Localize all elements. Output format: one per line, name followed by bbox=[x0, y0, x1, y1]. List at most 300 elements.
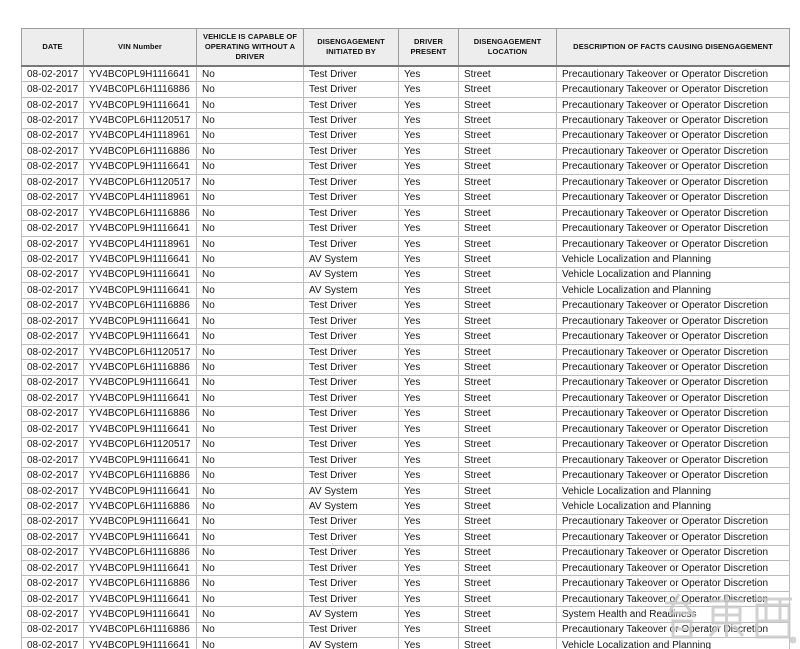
table-row bbox=[22, 252, 790, 267]
column-header-initiated-by: DISENGAGEMENT INITIATED BY bbox=[304, 29, 399, 67]
cell-description: Precautionary Takeover or Operator Discretion bbox=[557, 66, 790, 82]
cell-location: Street bbox=[459, 190, 557, 205]
cell-vin: YV4BC0PL6H1116886 bbox=[84, 360, 197, 375]
table-row bbox=[22, 437, 790, 452]
cell-initiated_by: Test Driver bbox=[304, 236, 399, 251]
cell-driver_present: Yes bbox=[399, 360, 459, 375]
cell-capable_without_driver: No bbox=[197, 314, 304, 329]
table-row bbox=[22, 159, 790, 174]
cell-vin: YV4BC0PL6H1116886 bbox=[84, 545, 197, 560]
cell-driver_present: Yes bbox=[399, 144, 459, 159]
cell-location: Street bbox=[459, 499, 557, 514]
cell-location: Street bbox=[459, 128, 557, 143]
cell-date: 08-02-2017 bbox=[22, 437, 84, 452]
cell-description: Precautionary Takeover or Operator Discretion bbox=[557, 298, 790, 313]
cell-date: 08-02-2017 bbox=[22, 82, 84, 97]
cell-location: Street bbox=[459, 514, 557, 529]
cell-location: Street bbox=[459, 82, 557, 97]
table-row bbox=[22, 205, 790, 220]
table-row bbox=[22, 391, 790, 406]
cell-date: 08-02-2017 bbox=[22, 452, 84, 467]
table-row bbox=[22, 175, 790, 190]
column-header-description: DESCRIPTION OF FACTS CAUSING DISENGAGEMENT bbox=[557, 29, 790, 67]
cell-initiated_by: Test Driver bbox=[304, 391, 399, 406]
cell-location: Street bbox=[459, 530, 557, 545]
cell-description: Precautionary Takeover or Operator Discretion bbox=[557, 530, 790, 545]
cell-initiated_by: Test Driver bbox=[304, 190, 399, 205]
table-row bbox=[22, 545, 790, 560]
cell-date: 08-02-2017 bbox=[22, 252, 84, 267]
cell-driver_present: Yes bbox=[399, 514, 459, 529]
cell-date: 08-02-2017 bbox=[22, 159, 84, 174]
cell-date: 08-02-2017 bbox=[22, 175, 84, 190]
cell-driver_present: Yes bbox=[399, 159, 459, 174]
column-header-vin: VIN Number bbox=[84, 29, 197, 67]
cell-location: Street bbox=[459, 314, 557, 329]
cell-driver_present: Yes bbox=[399, 545, 459, 560]
cell-vin: YV4BC0PL9H1116641 bbox=[84, 638, 197, 649]
cell-driver_present: Yes bbox=[399, 66, 459, 82]
cell-description: Precautionary Takeover or Operator Discretion bbox=[557, 190, 790, 205]
cell-location: Street bbox=[459, 360, 557, 375]
cell-vin: YV4BC0PL9H1116641 bbox=[84, 422, 197, 437]
cell-date: 08-02-2017 bbox=[22, 545, 84, 560]
cell-date: 08-02-2017 bbox=[22, 205, 84, 220]
cell-description: Precautionary Takeover or Operator Discretion bbox=[557, 159, 790, 174]
cell-location: Street bbox=[459, 329, 557, 344]
cell-description: Vehicle Localization and Planning bbox=[557, 638, 790, 649]
cell-vin: YV4BC0PL6H1116886 bbox=[84, 298, 197, 313]
cell-vin: YV4BC0PL6H1116886 bbox=[84, 499, 197, 514]
cell-driver_present: Yes bbox=[399, 298, 459, 313]
cell-vin: YV4BC0PL9H1116641 bbox=[84, 514, 197, 529]
cell-vin: YV4BC0PL9H1116641 bbox=[84, 66, 197, 82]
cell-description: Precautionary Takeover or Operator Discretion bbox=[557, 175, 790, 190]
cell-description: Precautionary Takeover or Operator Discretion bbox=[557, 391, 790, 406]
cell-vin: YV4BC0PL6H1120517 bbox=[84, 175, 197, 190]
cell-description: Precautionary Takeover or Operator Discretion bbox=[557, 452, 790, 467]
cell-description: Precautionary Takeover or Operator Discretion bbox=[557, 514, 790, 529]
cell-vin: YV4BC0PL9H1116641 bbox=[84, 530, 197, 545]
cell-driver_present: Yes bbox=[399, 252, 459, 267]
cell-location: Street bbox=[459, 298, 557, 313]
cell-driver_present: Yes bbox=[399, 82, 459, 97]
cell-vin: YV4BC0PL6H1116886 bbox=[84, 576, 197, 591]
table-row bbox=[22, 422, 790, 437]
cell-driver_present: Yes bbox=[399, 437, 459, 452]
cell-vin: YV4BC0PL9H1116641 bbox=[84, 252, 197, 267]
cell-initiated_by: Test Driver bbox=[304, 113, 399, 128]
cell-initiated_by: Test Driver bbox=[304, 314, 399, 329]
cell-capable_without_driver: No bbox=[197, 66, 304, 82]
cell-capable_without_driver: No bbox=[197, 422, 304, 437]
cell-date: 08-02-2017 bbox=[22, 514, 84, 529]
cell-driver_present: Yes bbox=[399, 205, 459, 220]
cell-driver_present: Yes bbox=[399, 344, 459, 359]
cell-date: 08-02-2017 bbox=[22, 329, 84, 344]
cell-initiated_by: Test Driver bbox=[304, 406, 399, 421]
table-row bbox=[22, 375, 790, 390]
cell-capable_without_driver: No bbox=[197, 375, 304, 390]
cell-location: Street bbox=[459, 66, 557, 82]
cell-driver_present: Yes bbox=[399, 283, 459, 298]
cell-capable_without_driver: No bbox=[197, 530, 304, 545]
cell-location: Street bbox=[459, 236, 557, 251]
cell-initiated_by: Test Driver bbox=[304, 422, 399, 437]
cell-date: 08-02-2017 bbox=[22, 406, 84, 421]
cell-capable_without_driver: No bbox=[197, 175, 304, 190]
table-row bbox=[22, 591, 790, 606]
cell-capable_without_driver: No bbox=[197, 113, 304, 128]
cell-initiated_by: Test Driver bbox=[304, 344, 399, 359]
cell-initiated_by: Test Driver bbox=[304, 144, 399, 159]
cell-capable_without_driver: No bbox=[197, 128, 304, 143]
table-row bbox=[22, 576, 790, 591]
cell-driver_present: Yes bbox=[399, 530, 459, 545]
table-row bbox=[22, 483, 790, 498]
cell-date: 08-02-2017 bbox=[22, 638, 84, 649]
cell-description: Precautionary Takeover or Operator Discretion bbox=[557, 422, 790, 437]
cell-vin: YV4BC0PL6H1116886 bbox=[84, 622, 197, 637]
cell-description: Precautionary Takeover or Operator Discretion bbox=[557, 375, 790, 390]
cell-initiated_by: AV System bbox=[304, 483, 399, 498]
cell-driver_present: Yes bbox=[399, 468, 459, 483]
cell-driver_present: Yes bbox=[399, 391, 459, 406]
cell-initiated_by: Test Driver bbox=[304, 591, 399, 606]
table-row bbox=[22, 360, 790, 375]
cell-driver_present: Yes bbox=[399, 591, 459, 606]
table-row bbox=[22, 66, 790, 82]
cell-capable_without_driver: No bbox=[197, 499, 304, 514]
cell-capable_without_driver: No bbox=[197, 622, 304, 637]
cell-capable_without_driver: No bbox=[197, 344, 304, 359]
cell-initiated_by: Test Driver bbox=[304, 622, 399, 637]
cell-initiated_by: Test Driver bbox=[304, 175, 399, 190]
cell-capable_without_driver: No bbox=[197, 97, 304, 112]
cell-driver_present: Yes bbox=[399, 375, 459, 390]
cell-initiated_by: Test Driver bbox=[304, 530, 399, 545]
cell-capable_without_driver: No bbox=[197, 283, 304, 298]
cell-description: Vehicle Localization and Planning bbox=[557, 483, 790, 498]
cell-location: Street bbox=[459, 391, 557, 406]
cell-initiated_by: Test Driver bbox=[304, 576, 399, 591]
cell-date: 08-02-2017 bbox=[22, 375, 84, 390]
cell-date: 08-02-2017 bbox=[22, 622, 84, 637]
cell-initiated_by: Test Driver bbox=[304, 221, 399, 236]
cell-initiated_by: Test Driver bbox=[304, 437, 399, 452]
cell-initiated_by: Test Driver bbox=[304, 66, 399, 82]
cell-capable_without_driver: No bbox=[197, 591, 304, 606]
cell-description: Precautionary Takeover or Operator Discretion bbox=[557, 344, 790, 359]
table-row bbox=[22, 267, 790, 282]
cell-capable_without_driver: No bbox=[197, 576, 304, 591]
cell-description: Precautionary Takeover or Operator Discretion bbox=[557, 329, 790, 344]
cell-description: Precautionary Takeover or Operator Discretion bbox=[557, 360, 790, 375]
cell-date: 08-02-2017 bbox=[22, 391, 84, 406]
cell-description: Precautionary Takeover or Operator Discretion bbox=[557, 561, 790, 576]
cell-location: Street bbox=[459, 638, 557, 649]
column-header-location: DISENGAGEMENT LOCATION bbox=[459, 29, 557, 67]
cell-initiated_by: Test Driver bbox=[304, 97, 399, 112]
cell-driver_present: Yes bbox=[399, 221, 459, 236]
cell-initiated_by: Test Driver bbox=[304, 452, 399, 467]
cell-vin: YV4BC0PL6H1116886 bbox=[84, 205, 197, 220]
cell-driver_present: Yes bbox=[399, 329, 459, 344]
cell-initiated_by: Test Driver bbox=[304, 514, 399, 529]
cell-capable_without_driver: No bbox=[197, 638, 304, 649]
table-row bbox=[22, 221, 790, 236]
cell-date: 08-02-2017 bbox=[22, 591, 84, 606]
cell-date: 08-02-2017 bbox=[22, 267, 84, 282]
disengagement-table bbox=[21, 28, 790, 649]
cell-initiated_by: Test Driver bbox=[304, 375, 399, 390]
table-row bbox=[22, 298, 790, 313]
cell-initiated_by: Test Driver bbox=[304, 468, 399, 483]
cell-initiated_by: Test Driver bbox=[304, 205, 399, 220]
cell-location: Street bbox=[459, 406, 557, 421]
cell-initiated_by: AV System bbox=[304, 252, 399, 267]
cell-vin: YV4BC0PL9H1116641 bbox=[84, 329, 197, 344]
cell-date: 08-02-2017 bbox=[22, 576, 84, 591]
cell-description: Precautionary Takeover or Operator Discretion bbox=[557, 545, 790, 560]
cell-date: 08-02-2017 bbox=[22, 468, 84, 483]
cell-capable_without_driver: No bbox=[197, 190, 304, 205]
cell-date: 08-02-2017 bbox=[22, 499, 84, 514]
cell-location: Street bbox=[459, 483, 557, 498]
table-row bbox=[22, 329, 790, 344]
cell-capable_without_driver: No bbox=[197, 406, 304, 421]
cell-description: Precautionary Takeover or Operator Discretion bbox=[557, 576, 790, 591]
cell-capable_without_driver: No bbox=[197, 514, 304, 529]
cell-date: 08-02-2017 bbox=[22, 128, 84, 143]
cell-date: 08-02-2017 bbox=[22, 483, 84, 498]
cell-date: 08-02-2017 bbox=[22, 144, 84, 159]
cell-vin: YV4BC0PL9H1116641 bbox=[84, 221, 197, 236]
cell-date: 08-02-2017 bbox=[22, 221, 84, 236]
cell-initiated_by: Test Driver bbox=[304, 545, 399, 560]
cell-vin: YV4BC0PL6H1120517 bbox=[84, 344, 197, 359]
column-header-date: DATE bbox=[22, 29, 84, 67]
cell-driver_present: Yes bbox=[399, 576, 459, 591]
cell-initiated_by: Test Driver bbox=[304, 329, 399, 344]
table-row bbox=[22, 97, 790, 112]
cell-capable_without_driver: No bbox=[197, 437, 304, 452]
table-row bbox=[22, 468, 790, 483]
cell-description: Precautionary Takeover or Operator Discretion bbox=[557, 622, 790, 637]
cell-location: Street bbox=[459, 267, 557, 282]
cell-location: Street bbox=[459, 545, 557, 560]
cell-driver_present: Yes bbox=[399, 499, 459, 514]
cell-driver_present: Yes bbox=[399, 314, 459, 329]
table-row bbox=[22, 452, 790, 467]
cell-description: Precautionary Takeover or Operator Discretion bbox=[557, 144, 790, 159]
cell-description: Precautionary Takeover or Operator Discretion bbox=[557, 128, 790, 143]
cell-location: Street bbox=[459, 375, 557, 390]
cell-driver_present: Yes bbox=[399, 638, 459, 649]
cell-description: Precautionary Takeover or Operator Discretion bbox=[557, 591, 790, 606]
cell-initiated_by: Test Driver bbox=[304, 561, 399, 576]
cell-capable_without_driver: No bbox=[197, 221, 304, 236]
cell-capable_without_driver: No bbox=[197, 561, 304, 576]
table-row bbox=[22, 344, 790, 359]
cell-driver_present: Yes bbox=[399, 406, 459, 421]
cell-location: Street bbox=[459, 344, 557, 359]
cell-vin: YV4BC0PL9H1116641 bbox=[84, 97, 197, 112]
cell-location: Street bbox=[459, 205, 557, 220]
cell-capable_without_driver: No bbox=[197, 298, 304, 313]
cell-initiated_by: Test Driver bbox=[304, 159, 399, 174]
column-header-driver-present: DRIVER PRESENT bbox=[399, 29, 459, 67]
cell-date: 08-02-2017 bbox=[22, 298, 84, 313]
cell-date: 08-02-2017 bbox=[22, 97, 84, 112]
cell-vin: YV4BC0PL9H1116641 bbox=[84, 283, 197, 298]
cell-location: Street bbox=[459, 144, 557, 159]
cell-initiated_by: Test Driver bbox=[304, 360, 399, 375]
cell-capable_without_driver: No bbox=[197, 159, 304, 174]
cell-location: Street bbox=[459, 452, 557, 467]
cell-capable_without_driver: No bbox=[197, 205, 304, 220]
cell-description: Precautionary Takeover or Operator Discretion bbox=[557, 437, 790, 452]
cell-driver_present: Yes bbox=[399, 452, 459, 467]
cell-vin: YV4BC0PL4H1118961 bbox=[84, 190, 197, 205]
cell-description: Precautionary Takeover or Operator Discretion bbox=[557, 221, 790, 236]
column-header-capable-without-driver: VEHICLE IS CAPABLE OF OPERATING WITHOUT A DRIVER bbox=[197, 29, 304, 67]
table-row bbox=[22, 561, 790, 576]
cell-vin: YV4BC0PL9H1116641 bbox=[84, 375, 197, 390]
cell-description: Vehicle Localization and Planning bbox=[557, 267, 790, 282]
cell-vin: YV4BC0PL4H1118961 bbox=[84, 128, 197, 143]
cell-description: Precautionary Takeover or Operator Discretion bbox=[557, 205, 790, 220]
cell-location: Street bbox=[459, 221, 557, 236]
cell-description: Precautionary Takeover or Operator Discretion bbox=[557, 97, 790, 112]
watermark-dot bbox=[791, 638, 795, 642]
cell-capable_without_driver: No bbox=[197, 267, 304, 282]
cell-location: Street bbox=[459, 561, 557, 576]
cell-date: 08-02-2017 bbox=[22, 236, 84, 251]
cell-location: Street bbox=[459, 622, 557, 637]
table-row bbox=[22, 530, 790, 545]
table-row bbox=[22, 622, 790, 637]
cell-vin: YV4BC0PL9H1116641 bbox=[84, 591, 197, 606]
cell-vin: YV4BC0PL6H1120517 bbox=[84, 113, 197, 128]
cell-location: Street bbox=[459, 252, 557, 267]
cell-vin: YV4BC0PL6H1120517 bbox=[84, 437, 197, 452]
cell-initiated_by: AV System bbox=[304, 267, 399, 282]
cell-description: Vehicle Localization and Planning bbox=[557, 252, 790, 267]
cell-date: 08-02-2017 bbox=[22, 66, 84, 82]
table-row bbox=[22, 499, 790, 514]
cell-driver_present: Yes bbox=[399, 607, 459, 622]
cell-location: Street bbox=[459, 283, 557, 298]
cell-driver_present: Yes bbox=[399, 236, 459, 251]
cell-capable_without_driver: No bbox=[197, 452, 304, 467]
cell-driver_present: Yes bbox=[399, 97, 459, 112]
cell-vin: YV4BC0PL9H1116641 bbox=[84, 267, 197, 282]
cell-date: 08-02-2017 bbox=[22, 190, 84, 205]
cell-capable_without_driver: No bbox=[197, 329, 304, 344]
cell-initiated_by: AV System bbox=[304, 607, 399, 622]
cell-location: Street bbox=[459, 422, 557, 437]
cell-driver_present: Yes bbox=[399, 622, 459, 637]
table-row bbox=[22, 144, 790, 159]
cell-driver_present: Yes bbox=[399, 175, 459, 190]
cell-date: 08-02-2017 bbox=[22, 344, 84, 359]
table-header bbox=[22, 29, 790, 67]
cell-location: Street bbox=[459, 468, 557, 483]
header-row bbox=[22, 29, 790, 67]
cell-initiated_by: Test Driver bbox=[304, 298, 399, 313]
cell-capable_without_driver: No bbox=[197, 391, 304, 406]
cell-date: 08-02-2017 bbox=[22, 360, 84, 375]
table-row bbox=[22, 314, 790, 329]
table-row bbox=[22, 406, 790, 421]
table-row bbox=[22, 514, 790, 529]
cell-date: 08-02-2017 bbox=[22, 283, 84, 298]
cell-driver_present: Yes bbox=[399, 113, 459, 128]
cell-description: Precautionary Takeover or Operator Discretion bbox=[557, 82, 790, 97]
table-row bbox=[22, 638, 790, 649]
cell-initiated_by: AV System bbox=[304, 283, 399, 298]
table-row bbox=[22, 283, 790, 298]
cell-driver_present: Yes bbox=[399, 267, 459, 282]
cell-date: 08-02-2017 bbox=[22, 561, 84, 576]
cell-date: 08-02-2017 bbox=[22, 314, 84, 329]
table-row bbox=[22, 82, 790, 97]
cell-description: Precautionary Takeover or Operator Discretion bbox=[557, 236, 790, 251]
cell-location: Street bbox=[459, 113, 557, 128]
cell-driver_present: Yes bbox=[399, 483, 459, 498]
table-row bbox=[22, 128, 790, 143]
cell-description: Vehicle Localization and Planning bbox=[557, 499, 790, 514]
cell-capable_without_driver: No bbox=[197, 360, 304, 375]
cell-date: 08-02-2017 bbox=[22, 530, 84, 545]
cell-capable_without_driver: No bbox=[197, 607, 304, 622]
cell-capable_without_driver: No bbox=[197, 144, 304, 159]
table-row bbox=[22, 190, 790, 205]
cell-capable_without_driver: No bbox=[197, 468, 304, 483]
cell-capable_without_driver: No bbox=[197, 82, 304, 97]
cell-vin: YV4BC0PL6H1116886 bbox=[84, 406, 197, 421]
cell-driver_present: Yes bbox=[399, 561, 459, 576]
cell-initiated_by: Test Driver bbox=[304, 128, 399, 143]
table-row bbox=[22, 607, 790, 622]
cell-vin: YV4BC0PL9H1116641 bbox=[84, 159, 197, 174]
cell-driver_present: Yes bbox=[399, 190, 459, 205]
table-body bbox=[22, 66, 790, 649]
cell-location: Street bbox=[459, 607, 557, 622]
cell-description: Vehicle Localization and Planning bbox=[557, 283, 790, 298]
cell-vin: YV4BC0PL4H1118961 bbox=[84, 236, 197, 251]
cell-vin: YV4BC0PL6H1116886 bbox=[84, 82, 197, 97]
cell-date: 08-02-2017 bbox=[22, 113, 84, 128]
cell-capable_without_driver: No bbox=[197, 236, 304, 251]
table-row bbox=[22, 113, 790, 128]
cell-capable_without_driver: No bbox=[197, 252, 304, 267]
cell-description: Precautionary Takeover or Operator Discretion bbox=[557, 406, 790, 421]
cell-vin: YV4BC0PL6H1116886 bbox=[84, 468, 197, 483]
cell-capable_without_driver: No bbox=[197, 545, 304, 560]
cell-vin: YV4BC0PL9H1116641 bbox=[84, 561, 197, 576]
cell-vin: YV4BC0PL9H1116641 bbox=[84, 314, 197, 329]
cell-vin: YV4BC0PL9H1116641 bbox=[84, 452, 197, 467]
cell-location: Street bbox=[459, 576, 557, 591]
cell-driver_present: Yes bbox=[399, 128, 459, 143]
cell-initiated_by: Test Driver bbox=[304, 82, 399, 97]
cell-driver_present: Yes bbox=[399, 422, 459, 437]
cell-vin: YV4BC0PL9H1116641 bbox=[84, 607, 197, 622]
cell-vin: YV4BC0PL9H1116641 bbox=[84, 391, 197, 406]
cell-vin: YV4BC0PL6H1116886 bbox=[84, 144, 197, 159]
